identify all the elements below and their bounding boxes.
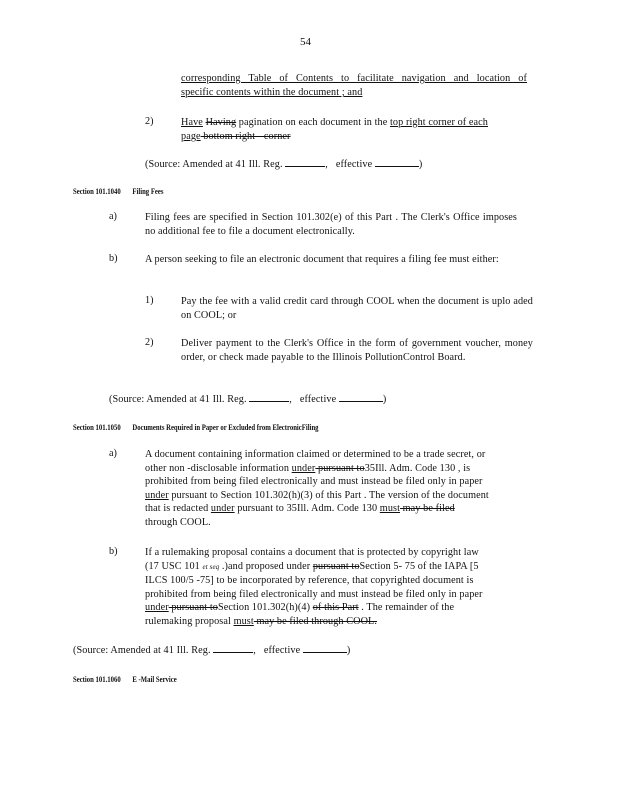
paragraph-line: specific contents within the document ; and [181, 87, 363, 98]
deleted-text: pursuant to [168, 602, 219, 614]
section-heading [73, 422, 319, 432]
text-line: ILCS 100/5 -75] to be incorporated by reference, that copyrighted document is [145, 575, 474, 587]
source-note: (Source: Amended at 41 Ill. Reg. , effective ) [145, 159, 423, 170]
source-note: (Source: Amended at 41 Ill. Reg. , effective ) [73, 645, 351, 656]
text-line: through COOL. [145, 516, 211, 528]
source-effective: effective [335, 159, 373, 170]
text-run: 35Ill. Adm. Code 130 , is [364, 462, 471, 474]
text-run: rulemaking proposal [145, 615, 234, 627]
blank-line [213, 643, 253, 653]
text-run: pagination on each document in the [236, 117, 390, 128]
source-effective: effective [299, 394, 337, 405]
inserted-text: under [145, 602, 169, 614]
item-label: a) [109, 448, 117, 459]
item-label: b) [109, 546, 118, 557]
text-line: If a rulemaking proposal contains a document that is protected by copyright law [145, 547, 479, 558]
blank-line [249, 392, 289, 402]
item-number: 2) [145, 116, 154, 127]
list-item-text [181, 116, 537, 130]
text-line: A document containing information claimed or determined to be a trade secret, or [145, 449, 486, 460]
text-run: (17 USC 101 [145, 560, 203, 572]
text-line [145, 462, 539, 476]
item-number: 1) [145, 295, 154, 306]
section-number: Section 101.1040 [73, 186, 121, 196]
item-label: b) [109, 253, 118, 264]
section-heading [73, 674, 177, 684]
paragraph: Pay the fee with a valid credit card through COOL when the document is uplo aded on COOL; or [181, 296, 533, 321]
deleted-text: may be filed through COOL. [253, 615, 378, 627]
inserted-text: top right corner of each [389, 117, 488, 128]
text-run: .)and proposed under [219, 560, 313, 572]
deleted-text: pursuant to [315, 462, 365, 474]
deleted-text: pursuant to [312, 560, 360, 572]
item-label: a) [109, 211, 117, 222]
inserted-text: Have [181, 117, 203, 128]
text-line [145, 489, 539, 503]
text-run: Section 101.302(h)(4) [218, 602, 313, 614]
deleted-text: may be filed [400, 503, 455, 515]
paragraph [145, 448, 539, 530]
source-label: (Source: Amended at 41 Ill. Reg. [109, 394, 247, 405]
inserted-text: under [145, 489, 169, 501]
section-number: Section 101.1050 [73, 422, 121, 432]
text-run: other non -disclosable information [145, 462, 292, 474]
inserted-text: under [291, 462, 316, 474]
text-line [145, 560, 539, 575]
page-number: 54 [300, 36, 311, 48]
source-label: (Source: Amended at 41 Ill. Reg. [73, 645, 211, 656]
blank-line [375, 157, 419, 167]
paragraph: Filing fees are specified in Section 101.302(e) of this Part . The Clerk's Office imposes no additional fee to file a document electronically. [145, 212, 517, 237]
deleted-text: Having [205, 117, 237, 128]
paragraph: A person seeking to file an electronic document that requires a filing fee must either: [145, 254, 499, 265]
text-run: pursuant to 35Ill. Adm. Code 130 [234, 503, 380, 515]
text-line [145, 502, 539, 516]
inserted-text: under [210, 503, 235, 515]
text-run: that is redacted [145, 503, 211, 515]
text-run: Section 5- 75 of the IAPA [5 [359, 560, 479, 572]
deleted-text: bottom right - corner [200, 131, 291, 142]
blank-line [303, 643, 347, 653]
blank-line [285, 157, 325, 167]
italic-text: et seq [202, 562, 220, 571]
inserted-text: must [379, 503, 401, 515]
inserted-text: must [233, 615, 254, 627]
source-note: (Source: Amended at 41 Ill. Reg. , effective ) [109, 394, 387, 405]
section-title: E -Mail Service [132, 674, 177, 684]
section-title: Filing Fees [132, 186, 164, 196]
text-run: pursuant to Section 101.302(h)(3) of this Part . The version of the document [168, 489, 489, 501]
inserted-text: page [181, 131, 201, 142]
text-line [145, 615, 539, 629]
text-line: prohibited from being filed electronically and must instead be filed only in paper [145, 476, 483, 488]
deleted-text: of this Part [312, 602, 359, 614]
paragraph-line: corresponding Table of Contents to facilitate navigation and location of [181, 73, 527, 84]
text-line [145, 601, 539, 615]
text-line: prohibited from being filed electronically and must instead be filed only in paper [145, 588, 483, 600]
section-heading [73, 186, 164, 196]
source-effective: effective [263, 645, 301, 656]
text-run: . The remainder of the [358, 602, 455, 614]
paragraph: Deliver payment to the Clerk's Office in the form of government voucher, money order, or check made payable to the Illinois PollutionControl Board. [181, 338, 533, 363]
section-title: Documents Required in Paper or Excluded from ElectronicFiling [132, 422, 319, 432]
paragraph [145, 546, 539, 629]
section-number: Section 101.1060 [73, 674, 121, 684]
item-number: 2) [145, 337, 154, 348]
list-item-text [181, 130, 291, 144]
source-label: (Source: Amended at 41 Ill. Reg. [145, 159, 283, 170]
blank-line [339, 392, 383, 402]
